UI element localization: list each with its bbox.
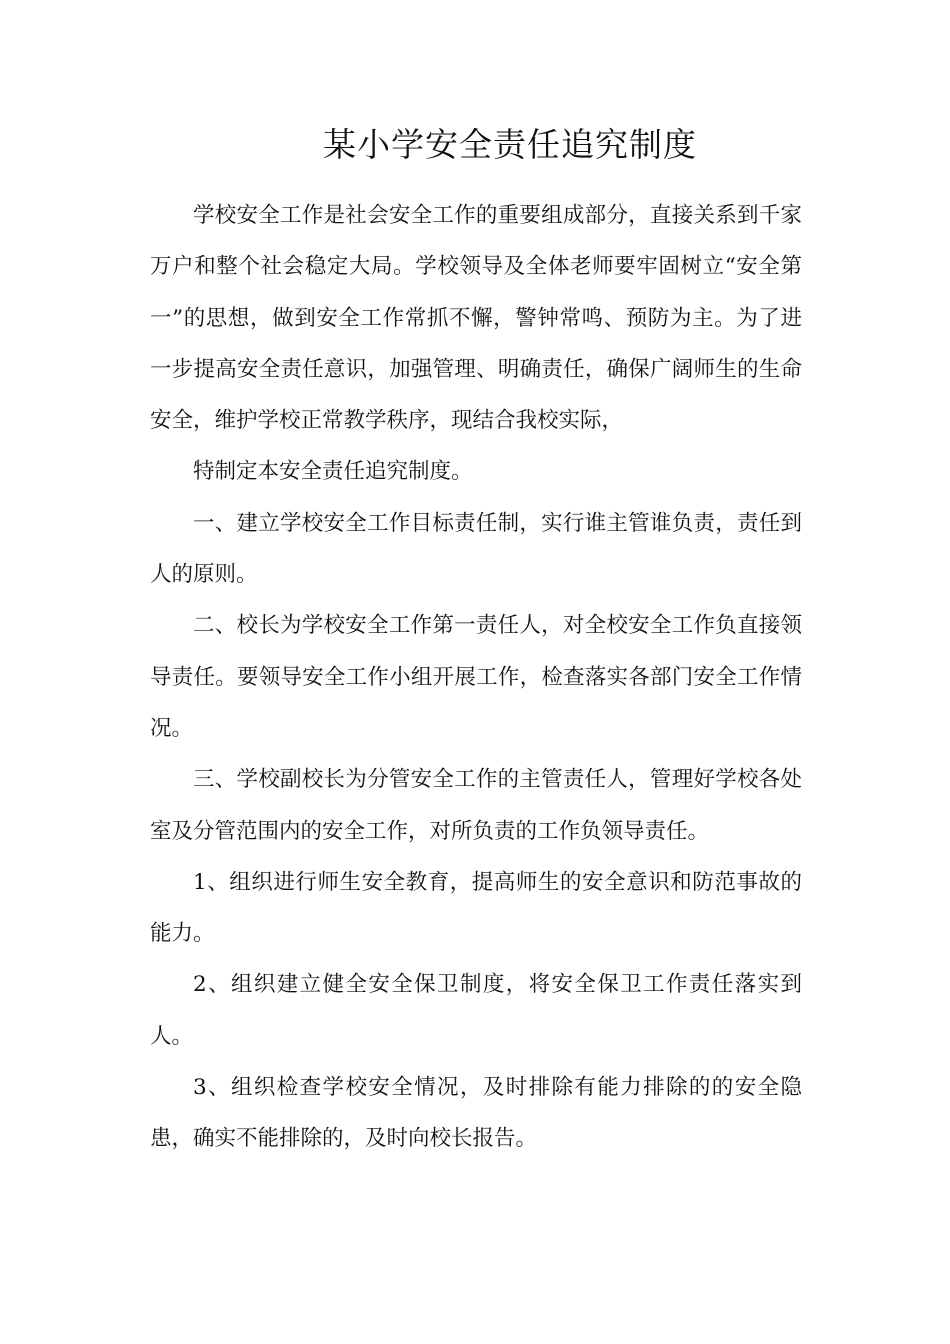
paragraph-article-2: 二、校长为学校安全工作第一责任人，对全校安全工作负直接领导责任。要领导安全工作小组开展工作，检查落实各部门安全工作情况。 — [150, 613, 802, 741]
paragraph-article-1: 一、建立学校安全工作目标责任制，实行谁主管谁负责，责任到人的原则。 — [150, 510, 802, 588]
document-body — [150, 190, 802, 1165]
paragraph-item-2: 2、组织建立健全安全保卫制度，将安全保卫工作责任落实到人。 — [150, 972, 802, 1049]
paragraph-item-3: 3、组织检查学校安全情况，及时排除有能力排除的的安全隐患，确实不能排除的，及时向校长报告。 — [150, 1075, 802, 1152]
paragraph-item-1: 1、组织进行师生安全教育，提高师生的安全意识和防范事故的能力。 — [150, 869, 802, 947]
document-title: 某小学安全责任追究制度 — [323, 125, 697, 164]
paragraph-article-3: 三、学校副校长为分管安全工作的主管责任人，管理好学校各处室及分管范围内的安全工作，对所负责的工作负领导责任。 — [150, 767, 802, 844]
paragraph-intro: 学校安全工作是社会安全工作的重要组成部分，直接关系到千家万户和整个社会稳定大局。学校领导及全体老师要牢固树立“安全第一”的思想，做到安全工作常抓不懈，警钟常鸣、预防为主。为了进一步提高安全责任意识，加强管理、明确责任，确保广阔师生的生命安全，维护学校正常教学秩序，现结合我校实际， — [150, 203, 802, 434]
paragraph-purpose: 特制定本安全责任追究制度。 — [193, 459, 473, 485]
